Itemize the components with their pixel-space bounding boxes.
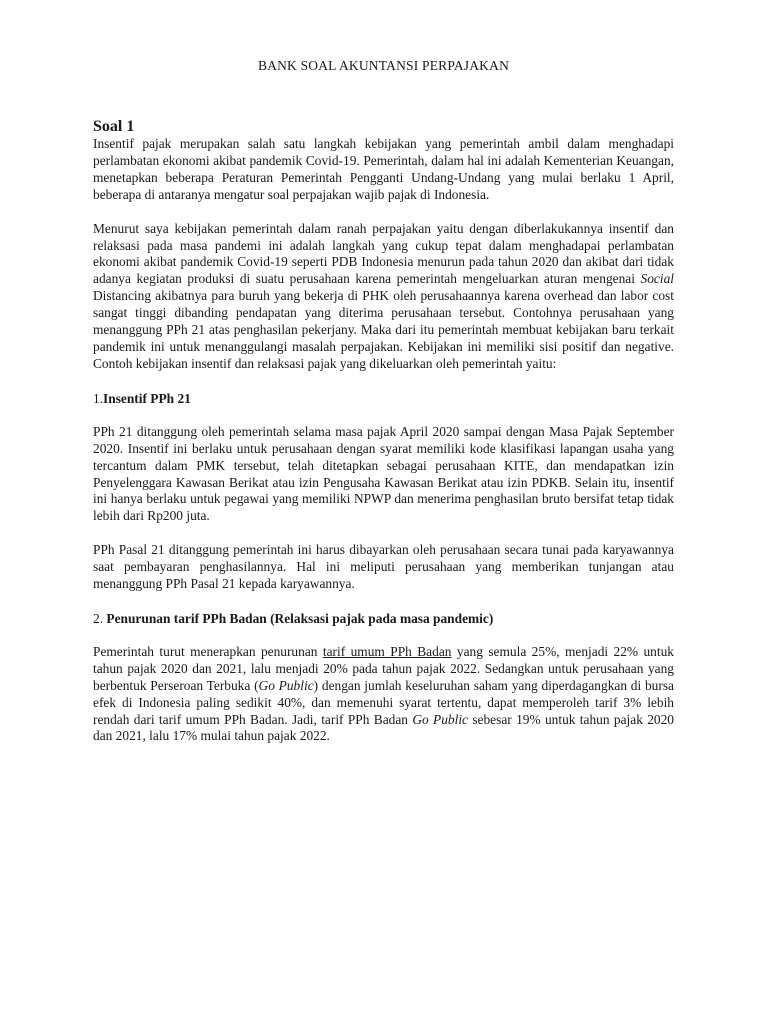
tarif-umum-link-text: tarif umum PPh Badan (322, 643, 452, 659)
paragraph-pph-badan-text-1: Pemerintah turut menerapkan penurunan (93, 643, 323, 659)
go-public-italic-2: Go Public (412, 711, 468, 727)
paragraph-pph21-payment: PPh Pasal 21 ditanggung pemerintah ini harus dibayarkan oleh perusahaan secara tunai pada karyawannya saat pembayaran penghasilannya. Hal ini meliputi perusahaan yang memberikan tunjangan atau menanggung PPh Pasal 21 kepada karyawannya. (93, 542, 674, 592)
item-1-title: Insentif PPh 21 (103, 390, 191, 406)
paragraph-opinion-text-1: Menurut saya kebijakan pemerintah dalam ranah perpajakan yaitu dengan diberlakukannya insentif dan relaksasi pada masa pandemi ini adalah langkah yang cukup tepat dalam menghadapai perlambatan ekonomi akibat pandemik Covid-19 seperti PDB Indonesia menurun pada tahun 2020 dan akibat dari tidak adanya kegiatan produksi di suatu perusahaan karena pemerintah mengeluarkan aturan mengenai (93, 220, 674, 287)
paragraph-opinion-italic: Social (640, 271, 674, 287)
paragraph-intro: Insentif pajak merupakan salah satu langkah kebijakan yang pemerintah ambil dalam menghadapi perlambatan ekonomi akibat pandemik Covid-19. Pemerintah, dalam hal ini adalah Kementerian Keuangan, menetapkan beberapa Peraturan Pemerintah Pengganti Undang-Undang yang mulai berlaku 1 April, beberapa di antaranya mengatur soal perpajakan wajib pajak di Indonesia. (93, 136, 674, 202)
item-1-heading (93, 390, 674, 407)
paragraph-pph-badan-text-4: sebesar 19% untuk tahun pajak 2020 dan 2021, lalu 17% mulai tahun pajak 2022. (93, 711, 675, 744)
paragraph-opinion (93, 221, 674, 373)
paragraph-pph-badan-text-2: yang semula 25%, menjadi 22% untuk tahun pajak 2020 dan 2021, lalu menjadi 20% pada tahun pajak 2022. Sedangkan untuk perusahaan yang berbentuk Perseroan Terbuka ( (93, 643, 674, 693)
item-2-heading (93, 610, 674, 627)
soal-heading: Soal 1 (93, 118, 135, 135)
paragraph-pph21: PPh 21 ditanggung oleh pemerintah selama masa pajak April 2020 sampai dengan Masa Pajak September 2020. Insentif ini berlaku untuk perusahaan dengan syarat memiliki kode klasifikasi lapangan usaha yang tercantum dalam PMK tersebut, telah ditetapkan sebagai perusahaan KITE, dan mendapatkan izin Penyelenggara Kawasan Berikat atau izin Pengusaha Kawasan Berikat atau izin PDKB. Selain itu, insentif ini hanya berlaku untuk pegawai yang memiliki NPWP dan menerima penghasilan bruto bersifat tetap tidak lebih dari Rp200 juta. (93, 423, 674, 524)
paragraph-pph-badan-text-3: ) dengan jumlah keseluruhan saham yang diperdagangkan di bursa efek di Indonesia paling sedikit 40%, dan memenuhi syarat tertentu, dapat memperoleh tarif 3% lebih rendah dari tarif umum PPh Badan. Jadi, tarif PPh Badan (93, 677, 674, 727)
item-2-number: 2. (93, 610, 104, 626)
document-title: BANK SOAL AKUNTANSI PERPAJAKAN (257, 58, 510, 73)
item-2-title: Penurunan tarif PPh Badan (Relaksasi pajak pada masa pandemic) (106, 610, 494, 626)
paragraph-opinion-text-2: Distancing akibatnya para buruh yang bekerja di PHK oleh perusahaannya karena overhead dan labor cost sangat tinggi dibanding pendapatan yang diterima perusahaan tersebut. Contohnya perusahaan yang menanggung PPh 21 atas penghasilan pekerjany. Maka dari itu pemerintah membuat kebijakan baru terkait pandemik ini untuk menanggulangi masalah perpajakan. Kebijakan ini memiliki sisi positif dan negative. Contoh kebijakan insentif dan relaksasi pajak yang dikeluarkan oleh pemerintah yaitu: (93, 288, 674, 371)
item-1-number: 1. (93, 390, 104, 406)
paragraph-pph-badan (93, 644, 674, 745)
go-public-italic-1: Go Public (258, 677, 314, 693)
document-body (93, 117, 674, 745)
